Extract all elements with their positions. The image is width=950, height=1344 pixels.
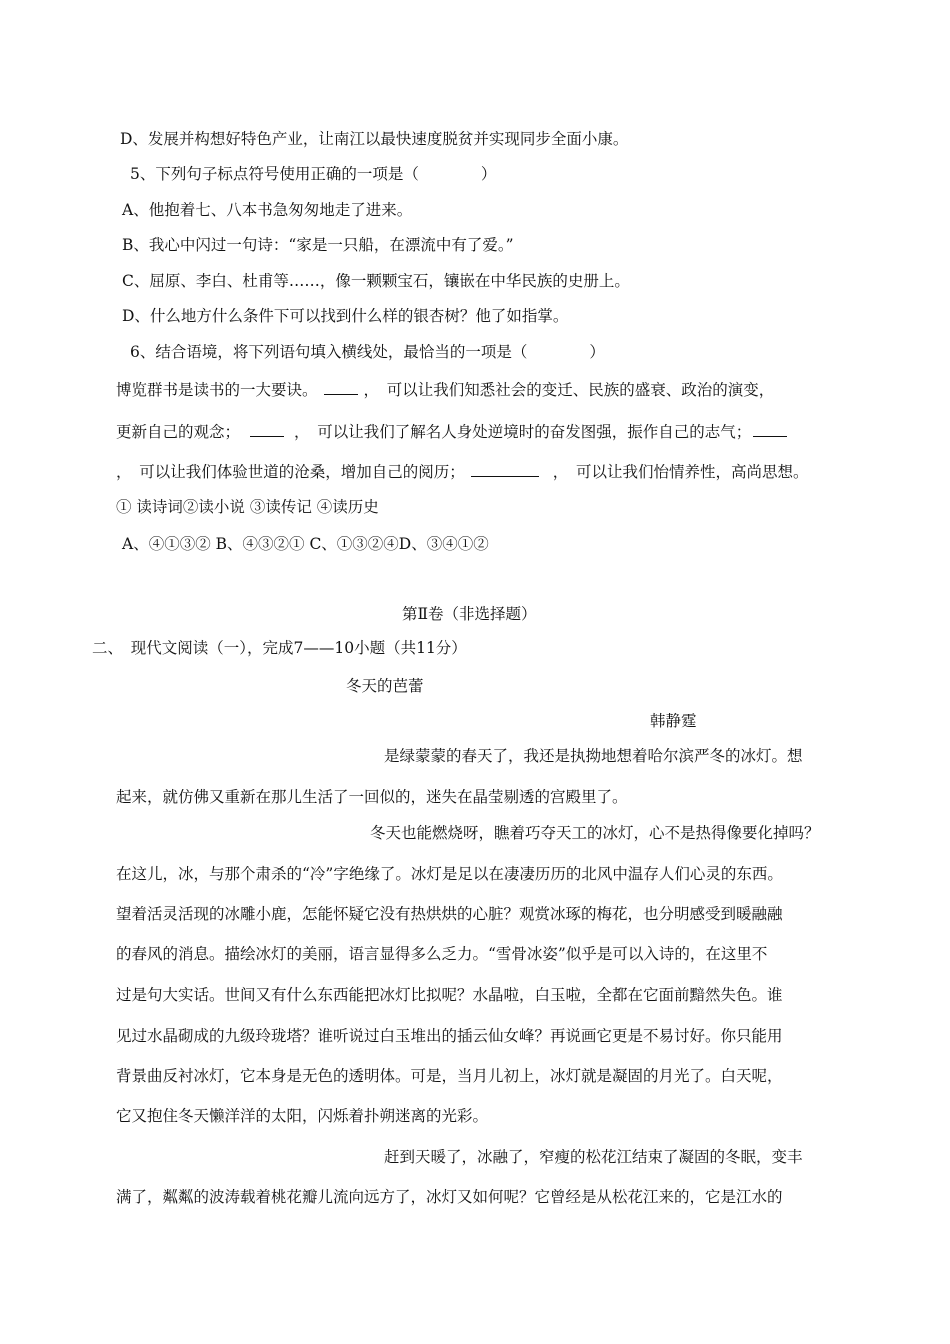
- essay-p1-line2: 起来，就仿佛又重新在那儿生活了一回似的，迷失在晶莹剔透的宫殿里了。: [116, 788, 628, 806]
- q6-line1-text-b: ， 可以让我们知悉社会的变迁、民族的盛衰、政治的演变，: [363, 381, 775, 399]
- q5-option-d: D、什么地方什么条件下可以找到什么样的银杏树？他了如指掌。: [122, 307, 569, 325]
- q6-blank-1: [324, 380, 358, 395]
- section-heading: 二、 现代文阅读（一），完成7——10小题（共11分）: [92, 639, 467, 657]
- essay-p2-line7: 背景曲反衬冰灯，它本身是无色的透明体。可是，当月儿初上，冰灯就是凝固的月光了。白天呢，: [116, 1067, 783, 1085]
- q6-items: ① 读诗词②读小说 ③读传记 ④读历史: [116, 498, 379, 516]
- essay-p2-line1: 冬天也能燃烧呀，瞧着巧夺天工的冰灯，心不是热得像要化掉吗？: [370, 824, 820, 842]
- q6-stem: 6、结合语境，将下列语句填入横线处，最恰当的一项是（ ）: [130, 343, 605, 361]
- essay-p2-line8: 它又抱住冬天懒洋洋的太阳，闪烁着扑朔迷离的光彩。: [116, 1107, 489, 1125]
- q4-option-d: D、发展并构想好特色产业，让南江以最快速度脱贫并实现同步全面小康。: [120, 130, 629, 148]
- q6-options: A、④①③② B、④③②① C、①③②④D、③④①②: [122, 535, 489, 553]
- essay-author: 韩静霆: [650, 712, 697, 730]
- essay-title: 冬天的芭蕾: [346, 677, 424, 695]
- q5-stem: 5、下列句子标点符号使用正确的一项是（ ）: [130, 165, 497, 183]
- essay-p2-line2: 在这儿，冰，与那个肃杀的“冷”字绝缘了。冰灯是足以在凄凄历历的北风中温存人们心灵的东西。: [116, 865, 783, 883]
- q6-line3-text-a: ， 可以让我们体验世道的沧桑，增加自己的阅历；: [116, 463, 465, 481]
- q6-blank-3: [753, 422, 787, 437]
- essay-p3-line1: 赶到天暖了，冰融了，窄瘦的松花江结束了凝固的冬眠，变丰: [384, 1148, 803, 1166]
- q5-option-c: C、屈原、李白、杜甫等……，像一颗颗宝石，镶嵌在中华民族的史册上。: [122, 272, 630, 290]
- essay-p1-line1: 是绿蒙蒙的春天了，我还是执拗地想着哈尔滨严冬的冰灯。想: [384, 747, 803, 765]
- q6-line3: [116, 461, 809, 483]
- q5-option-a: A、他抱着七、八本书急匆匆地走了进来。: [122, 201, 413, 219]
- q5-option-b: B、我心中闪过一句诗：“家是一只船，在漂流中有了爱。”: [122, 236, 514, 254]
- q6-line3-text-b: ， 可以让我们怡情养性，高尚思想。: [552, 463, 809, 481]
- q6-line2: [116, 421, 787, 443]
- part2-heading: 第Ⅱ卷（非选择题）: [402, 605, 537, 623]
- q6-line1-text-a: 博览群书是读书的一大要诀。: [116, 381, 318, 399]
- essay-p2-line4: 的春风的消息。描绘冰灯的美丽，语言显得多么乏力。“雪骨冰姿”似乎是可以入诗的，在这里不: [116, 945, 768, 963]
- q6-line2-text-b: ， 可以让我们了解名人身处逆境时的奋发图强，振作自己的志气；: [294, 423, 752, 441]
- q6-line1: [116, 379, 774, 401]
- q6-line2-text-a: 更新自己的观念；: [116, 423, 241, 441]
- essay-p2-line5: 过是句大实话。世间又有什么东西能把冰灯比拟呢？水晶啦，白玉啦，全都在它面前黯然失色。谁: [116, 986, 783, 1004]
- q6-blank-2: [250, 422, 284, 437]
- essay-p2-line6: 见过水晶砌成的九级玲珑塔？谁听说过白玉堆出的插云仙女峰？再说画它更是不易讨好。你只能用: [116, 1027, 783, 1045]
- essay-p2-line3: 望着活灵活现的冰雕小鹿，怎能怀疑它没有热烘烘的心脏？观赏冰琢的梅花，也分明感受到暖融融: [116, 905, 783, 923]
- q6-blank-4: [471, 462, 539, 477]
- essay-p3-line2: 满了，粼粼的波涛载着桃花瓣儿流向远方了，冰灯又如何呢？它曾经是从松花江来的，它是江水的: [116, 1188, 783, 1206]
